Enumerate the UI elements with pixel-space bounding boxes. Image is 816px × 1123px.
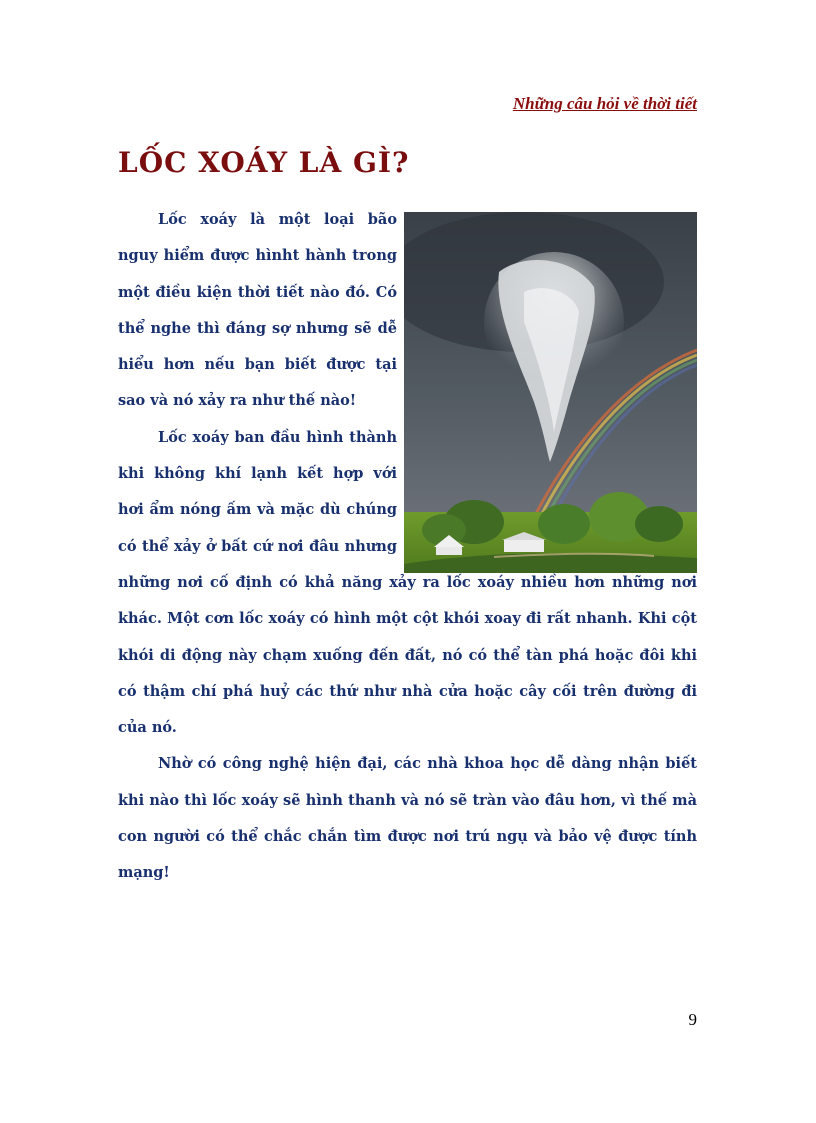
paragraph: Lốc xoáy là một loại bão nguy hiểm được hìnht hành trong một điều kiện thời tiết nào đó. Có thể nghe thì đáng sợ nhưng sẽ dễ hiểu hơn nếu bạn biết được tại sao và nó xảy ra như thế nào! (118, 211, 397, 410)
page-number: 9 (688, 1010, 697, 1029)
paragraph: Nhờ có công nghệ hiện đại, các nhà khoa học dễ dàng nhận biết khi nào thì lốc xoáy sẽ hình thanh và nó sẽ tràn vào đâu hơn, vì thế mà con người có thể chắc chắn tìm được nơi trú ngụ và bảo vệ được tính mạng! (118, 755, 697, 882)
article-body (118, 202, 697, 892)
running-header: Những câu hỏi về thời tiết (512, 94, 697, 113)
article-title: LỐC XOÁY LÀ GÌ? (118, 146, 410, 179)
paragraph: Lốc xoáy ban đầu hình thành khi không khí lạnh kết hợp với hơi ẩm nóng ấm và mặc dù chúng có thể xảy ở bất cứ nơi đâu nhưng những nơi cố định có khả năng xảy ra lốc xoáy nhiều hơn những nơi khác. Một cơn lốc xoáy có hình một cột khói xoay đi rất nhanh. Khi cột khói di động này chạm xuống đến đất, nó có thể tàn phá hoặc đôi khi có thậm chí phá huỷ các thứ như nhà cửa hoặc cây cối trên đường đi của nó. (118, 428, 697, 737)
